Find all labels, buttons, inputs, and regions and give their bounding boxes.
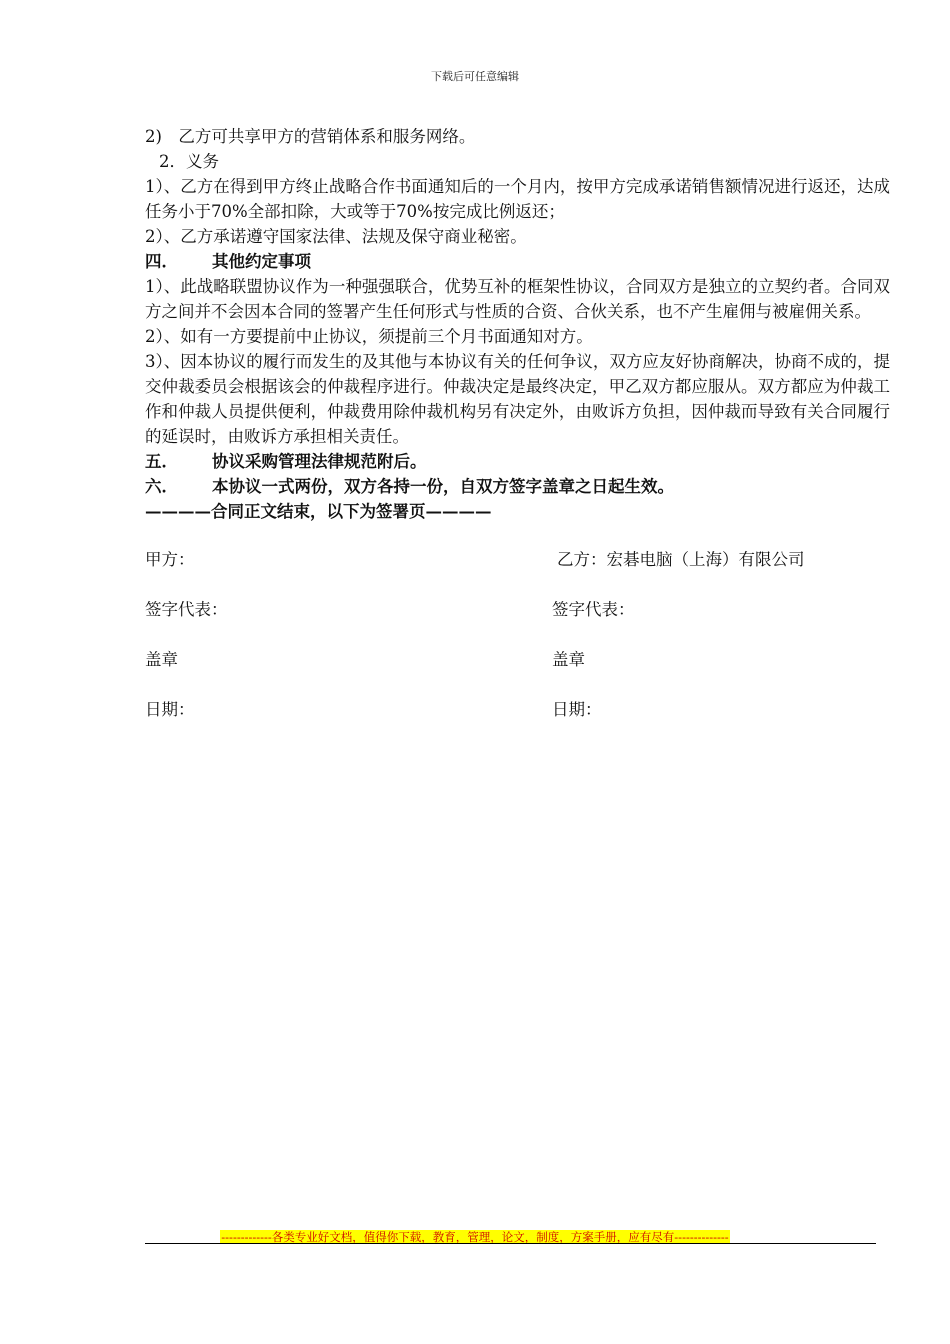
footer-banner-text: -------------各类专业好文档，值得你下载，教育，管理，论文，制度，方案手册，应有尽有--------------: [221, 1230, 729, 1244]
document-body: [145, 124, 890, 524]
clause-line: 2）、乙方承诺遵守国家法律、法规及保守商业秘密。: [145, 227, 527, 246]
date-b-label: 日期：: [552, 700, 602, 719]
section-title: 本协议一式两份，双方各持一份，自双方签字盖章之日起生效。: [212, 477, 674, 496]
clause-paragraph: 1）、乙方在得到甲方终止战略合作书面通知后的一个月内，按甲方完成承诺销售额情况进行返还，达成任务小于70%全部扣除，大或等于70%按完成比例返还；: [145, 177, 890, 221]
clause-paragraph: 1）、此战略联盟协议作为一种强强联合，优势互补的框架性协议，合同双方是独立的立契约者。合同双方之间并不会因本合同的签署产生任何形式与性质的合资、合伙关系，也不产生雇佣与被雇佣关系。: [145, 277, 890, 321]
seal-row: [145, 647, 890, 697]
party-row: [145, 547, 890, 597]
date-a-label: 日期：: [145, 700, 195, 719]
section-number: 四．: [145, 252, 178, 271]
header-note: 下载后可任意编辑: [431, 70, 519, 83]
footer-divider: [145, 1243, 876, 1244]
representative-row: [145, 597, 890, 647]
party-a-label: 甲方：: [145, 550, 195, 569]
section-number: 五．: [145, 452, 178, 471]
clause-line: 2）、如有一方要提前中止协议，须提前三个月书面通知对方。: [145, 327, 593, 346]
party-b-label: 乙方：宏碁电脑（上海）有限公司: [557, 550, 805, 569]
signature-block: [145, 547, 890, 747]
date-row: [145, 697, 890, 747]
seal-b-label: 盖章: [552, 650, 585, 669]
section-heading-6: [145, 474, 890, 499]
clause-paragraph: 3）、因本协议的履行而发生的及其他与本协议有关的任何争议，双方应友好协商解决，协商不成的，提交仲裁委员会根据该会的仲裁程序进行。仲裁决定是最终决定，甲乙双方都应服从。双方都应为仲裁工作和仲裁人员提供便利，仲裁费用除仲裁机构另有决定外，由败诉方负担，因仲裁而导致有关合同履行的延误时，由败诉方承担相关责任。: [145, 352, 890, 446]
section-number: 六．: [145, 477, 178, 496]
end-of-contract-line: ————合同正文结束，以下为签署页————: [145, 502, 492, 521]
clause-line: 2) 乙方可共享甲方的营销体系和服务网络。: [145, 127, 476, 146]
section-heading-5: [145, 449, 890, 474]
section-title: 其他约定事项: [212, 252, 311, 271]
subheading-obligations: 2．义务: [159, 152, 219, 171]
rep-b-label: 签字代表：: [552, 600, 635, 619]
section-title: 协议采购管理法律规范附后。: [212, 452, 427, 471]
section-heading-4: [145, 249, 890, 274]
rep-a-label: 签字代表：: [145, 600, 228, 619]
seal-a-label: 盖章: [145, 650, 178, 669]
